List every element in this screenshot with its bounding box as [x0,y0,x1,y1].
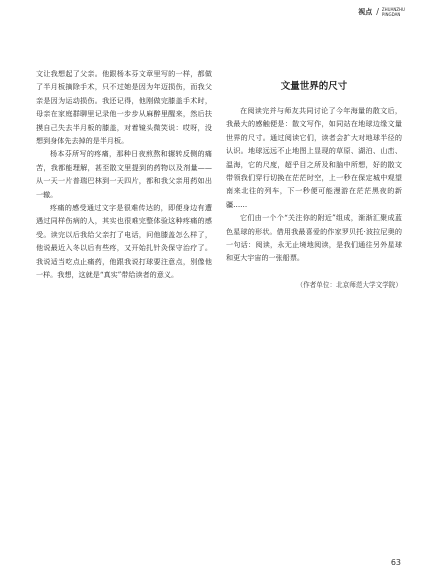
left-column [36,67,212,282]
right-paragraph-1: 在阅读完并与师友共同讨论了今年海量的散文后，我最大的感触便是：散文写作，如同站在地球边缘文量世界的尺寸。通过阅读它们，读者会扩大对地球半径的认识。地球远远不止地图上显现的草原、湖泊、山峦、温海，它的尺度，超乎目之所及和脑中所想，好的散文带领我们穿行切换在茫茫时空，上一秒在保定城中观望南来北往的列车，下一秒便可能漫游在茫茫黑夜的新疆…… [226,106,402,209]
section-title: 文量世界的尺寸 [280,81,348,92]
section-label-en [382,7,405,17]
section-label-en-line1: ZHUANZHU [381,7,405,12]
right-column [226,78,402,289]
right-paragraph-2: 它们由一个个“关注你的附近”组成，渐渐汇聚成蓝色星球的形状。借用我最喜爱的作家罗贝托·波拉尼奥的一句话：阅读，永无止境地阅读，是我们通往另外星球和更大宇宙的一张船票。 [226,213,402,263]
header-slash: / [376,7,379,16]
left-paragraph-3: 疼痛的感受通过文字是很难传达的，即便身边有遭遇过同样伤病的人，其实也很难完整体验这种疼痛的感受。读完以后我给父亲打了电话，问他膝盖怎么样了，他说最近入冬以后有些疼，又开始扎针灸保守治疗了。我说适当吃点止痛药，他跟我说打球要注意点，别像他一样。我想，这就是“真实”带给读者的意义。 [36,203,212,280]
running-header [358,7,405,17]
author-affiliation: （作者单位：北京师范大学文学院） [296,280,402,289]
section-label-en-line2: PINGDAN [381,12,401,17]
left-paragraph-2: 杨本芬所写的疼痛，那种日夜煎熬和辗转反侧的痛苦，我都能理解，甚至散文里提到的药物以及剂量——从一天一片普瑞巴林到一天四片，都和我父亲用药如出一辙。 [36,149,212,199]
page-number: 63 [390,558,401,567]
section-label-cn: 视点 [358,7,373,16]
left-paragraph-1: 文让我想起了父亲。他跟杨本芬文章里写的一样，都做了半月板摘除手术，只不过她是因为年迈损伤，而我父亲是因为运动损伤。我还记得，他刚做完膝盖手术时，母亲在家庭群聊里记录他一步步从麻醉里醒来，然后扶摸自己失去半月板的膝盖，对着镜头微笑说：哎呀，没想到身体先去掉的是半月板。 [36,69,212,146]
